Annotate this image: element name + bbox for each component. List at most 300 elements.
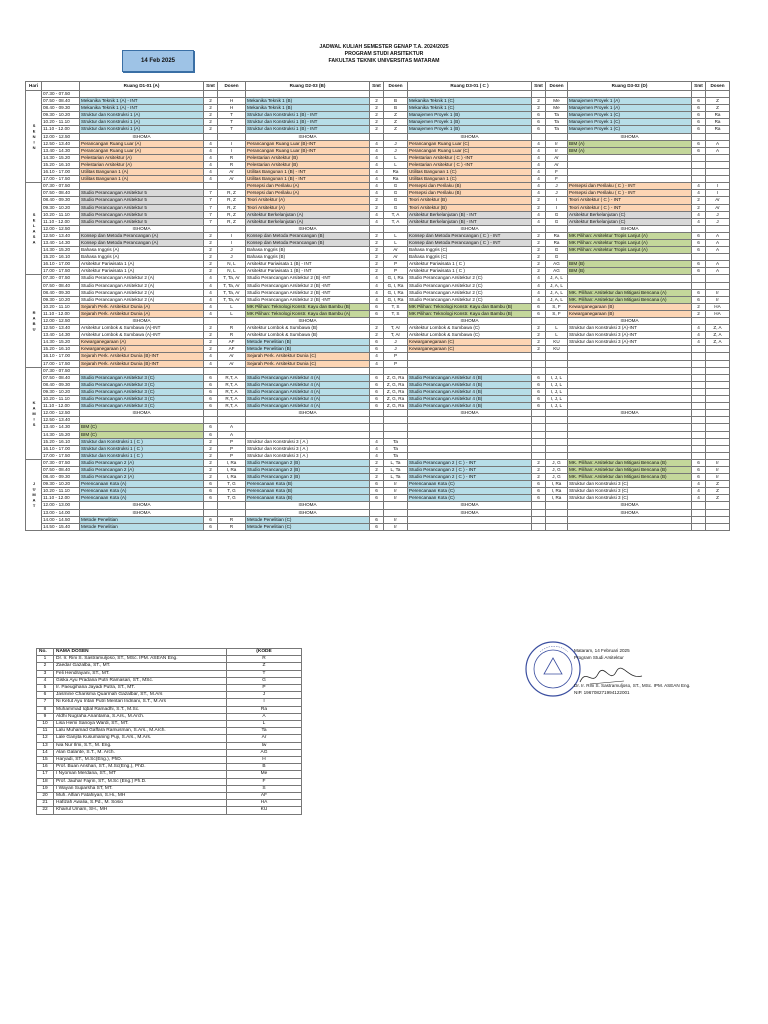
semester-cell (204, 91, 218, 98)
semester-cell (692, 346, 706, 353)
lecturer-code-cell (384, 431, 408, 438)
lecturer-col-name: NAMA DOSEN (54, 649, 227, 656)
semester-cell: 2 (370, 98, 384, 105)
lecturer-name: Lisa Hemi Sanoya Wardi, ST., MT. (54, 721, 227, 728)
course-cell: Metode Penelitian (C) (246, 516, 370, 523)
lecturer-code-cell: L (384, 239, 408, 246)
lecturer-code-cell (706, 452, 730, 459)
course-cell: Metode Penelitian (80, 516, 204, 523)
time-cell: 16.10 - 17.00 (42, 353, 80, 360)
lecturer-row (37, 656, 302, 663)
day-label: SELASA (26, 183, 42, 275)
course-cell: Arsitektur Berkelanjutan (B) - INT (408, 211, 532, 218)
semester-cell: 4 (370, 445, 384, 452)
lecturer-code-cell: T, Ta, Ar (218, 289, 246, 296)
course-cell: Struktur dan Konstruksi 1 (A) (80, 112, 204, 119)
lecturer-code-cell (706, 410, 730, 417)
semester-cell: 2 (370, 247, 384, 254)
course-cell: Pelestarian Arsitektur ( C ) -INT (408, 161, 532, 168)
lecturer-no: 21 (37, 800, 54, 807)
lecturer-code-cell: R (218, 154, 246, 161)
lecturer-code-cell: J (384, 140, 408, 147)
course-cell: Studio Perancangan Arsitektur 3 (C) (80, 381, 204, 388)
semester-cell: 4 (370, 211, 384, 218)
semester-cell (692, 225, 706, 232)
time-cell: 11.10 - 12.00 (42, 218, 80, 225)
lecturer-code-cell: Z (706, 495, 730, 502)
course-cell (408, 353, 532, 360)
course-cell: Manajemen Proyek 1 (A) (568, 105, 692, 112)
lecturer-code-cell: Ir (384, 481, 408, 488)
course-cell: Arsitektur Lombok & Sumbawa (B) (246, 325, 370, 332)
course-cell: ISHOMA (408, 502, 532, 509)
schedule-row (26, 112, 730, 119)
lecturer-code-cell: Ar (384, 247, 408, 254)
lecturer-code: Iw (227, 742, 302, 749)
course-cell (568, 396, 692, 403)
semester-cell: 2 (204, 98, 218, 105)
semester-cell (204, 225, 218, 232)
course-cell: Utilitas Bangunan 1 (A) (80, 169, 204, 176)
lecturer-name: Lale Ganjita Kusumaning Puji, S.Ars., M.Ars. (54, 735, 227, 742)
lecturer-code: Z (227, 663, 302, 670)
time-cell: 15.20 - 16.10 (42, 254, 80, 261)
course-cell: ISHOMA (408, 133, 532, 140)
col-smt: Smt (204, 82, 218, 91)
semester-cell: 6 (692, 98, 706, 105)
course-cell (568, 91, 692, 98)
semester-cell: 2 (532, 254, 546, 261)
sign-place-date: Mataram, 14 Februari 2025 (574, 648, 630, 653)
semester-cell (532, 516, 546, 523)
time-cell: 09.30 - 10.20 (42, 112, 80, 119)
col-dosen: Dosen (546, 82, 568, 91)
lecturer-code-cell (706, 523, 730, 530)
lecturer-code-cell: T, Ar (384, 332, 408, 339)
lecturer-row (37, 764, 302, 771)
lecturer-code-cell: J, A, L (546, 296, 568, 303)
lecturer-code-cell: J (384, 147, 408, 154)
lecturer-code-cell: I, J, L (546, 381, 568, 388)
lecturer-code-cell: T, G (218, 481, 246, 488)
course-cell: Struktur dan Konstruksi 3 (C) (568, 488, 692, 495)
semester-cell: 4 (204, 282, 218, 289)
time-cell: 13.40 - 14.30 (42, 424, 80, 431)
semester-cell: 4 (370, 452, 384, 459)
lecturer-code-cell: Ar (546, 161, 568, 168)
lecturer-code-cell: I (546, 204, 568, 211)
semester-cell: 4 (692, 332, 706, 339)
semester-cell: 6 (532, 381, 546, 388)
time-cell: 14.30 - 15.20 (42, 247, 80, 254)
course-cell (568, 424, 692, 431)
lecturer-code-cell (706, 502, 730, 509)
lecturer-code-cell: Ra (706, 119, 730, 126)
lecturer-no: 10 (37, 721, 54, 728)
semester-cell (204, 502, 218, 509)
course-cell: Studio Perancangan Arsitektur 2 (C) (408, 289, 532, 296)
schedule-header (0, 44, 768, 65)
signature-block (574, 648, 690, 696)
course-cell: ISHOMA (80, 225, 204, 232)
course-cell: Studio Perancangan Arsitektur 4 (A) (246, 374, 370, 381)
schedule-row (26, 346, 730, 353)
schedule-row (26, 190, 730, 197)
semester-cell: 6 (204, 381, 218, 388)
lecturer-code-cell: Ar (384, 254, 408, 261)
schedule-row (26, 289, 730, 296)
time-cell: 07.30 - 07.50 (42, 91, 80, 98)
course-cell: Arsitektur Lombok & Sumbawa (A)-INT (80, 332, 204, 339)
lecturer-code-cell: Ir (546, 140, 568, 147)
semester-cell: 4 (204, 169, 218, 176)
schedule-row (26, 140, 730, 147)
semester-cell (370, 225, 384, 232)
course-cell: ISHOMA (80, 318, 204, 325)
schedule-row (26, 197, 730, 204)
course-cell: Arsitektur Pariwisata 1 (B) - INT (246, 268, 370, 275)
course-cell: Bahasa Inggris (C) (408, 247, 532, 254)
lecturer-code-cell: J, A, L (546, 289, 568, 296)
course-cell (246, 367, 370, 374)
course-cell: Sejarah Perk. Arsitektur Dunia (A) (80, 310, 204, 317)
lecturer-code-cell (546, 91, 568, 98)
lecturer-col-no: No. (37, 649, 54, 656)
lecturer-code-cell: G, I, Ra (384, 296, 408, 303)
lecturer-code-cell: R (218, 516, 246, 523)
course-cell: Konsep dan Metoda Perancangan (B) (246, 239, 370, 246)
sign-name: Dr. Ir. Rini S. Sastramuljoso, ST., MSc. IPM. ASEAN Eng. (574, 683, 691, 688)
schedule-row (26, 225, 730, 232)
semester-cell: 6 (370, 303, 384, 310)
lecturer-code-cell (218, 91, 246, 98)
lecturer-code-cell (706, 176, 730, 183)
semester-cell: 4 (370, 218, 384, 225)
lecturer-code-cell: F (546, 169, 568, 176)
semester-cell: 6 (370, 403, 384, 410)
semester-cell: 4 (204, 360, 218, 367)
lecturer-code-cell: Ir (706, 474, 730, 481)
lecturer-no: 3 (37, 670, 54, 677)
lecturer-code-cell: Ra (546, 232, 568, 239)
schedule-row (26, 495, 730, 502)
course-cell: MK. Pilihan: Arsitektur dan Mitigasi Bencana (A) (568, 289, 692, 296)
time-cell: 17.00 - 17.50 (42, 176, 80, 183)
schedule-row (26, 466, 730, 473)
lecturer-code-cell: Ir (706, 459, 730, 466)
semester-cell: 4 (370, 289, 384, 296)
course-cell: Arsitektur Lombok & Sumbawa (C) (408, 332, 532, 339)
course-cell: Studio Perancangan Arsitektur 4 (B) (408, 374, 532, 381)
semester-cell: 4 (692, 481, 706, 488)
semester-cell: 4 (692, 190, 706, 197)
lecturer-code-cell: A (706, 147, 730, 154)
lecturer-code-cell: Ta (546, 112, 568, 119)
semester-cell: 2 (532, 332, 546, 339)
lecturer-code-cell: Ir (706, 466, 730, 473)
lecturer-code-cell: G (546, 211, 568, 218)
time-cell: 13.40 - 14.30 (42, 332, 80, 339)
course-cell: ISHOMA (246, 410, 370, 417)
semester-cell: 4 (370, 360, 384, 367)
course-cell (568, 438, 692, 445)
lecturer-code-cell: A (706, 239, 730, 246)
lecturer-code-cell: HA (706, 310, 730, 317)
semester-cell: 2 (204, 268, 218, 275)
lecturer-code-cell: L, Ta (384, 474, 408, 481)
lecturer-code-cell: P (384, 353, 408, 360)
course-cell: Kewarganegaraan (B) (568, 303, 692, 310)
lecturer-name: Iwa Nur Ilmi, S.T., M. Eng. (54, 742, 227, 749)
semester-cell: 4 (370, 190, 384, 197)
semester-cell: 6 (370, 374, 384, 381)
lecturer-code-cell: N, L (218, 261, 246, 268)
time-cell: 14.50 - 15.40 (42, 523, 80, 530)
semester-cell: 6 (370, 310, 384, 317)
course-cell: MK Pilihan: Arsitektur Tropis Lanjut (A) (568, 247, 692, 254)
lecturer-code-cell (546, 410, 568, 417)
lecturer-table (36, 648, 302, 815)
course-cell: Perencanaan Kota (C) (408, 495, 532, 502)
schedule-row (26, 105, 730, 112)
course-cell: Perencanaan Kota (C) (408, 488, 532, 495)
lecturer-code-cell: Z, G, Ra (384, 374, 408, 381)
schedule-row (26, 502, 730, 509)
semester-cell (532, 367, 546, 374)
lecturer-row (37, 757, 302, 764)
semester-cell: 2 (204, 239, 218, 246)
semester-cell: 2 (204, 332, 218, 339)
semester-cell: 4 (204, 147, 218, 154)
course-cell: Konsep dan Metoda Perancangan ( C ) - INT (408, 239, 532, 246)
schedule-row (26, 424, 730, 431)
lecturer-code-cell: G, I, Ra (384, 282, 408, 289)
schedule-row (26, 509, 730, 516)
lecturer-code-cell (384, 318, 408, 325)
course-cell: ISHOMA (246, 502, 370, 509)
course-cell: Manajemen Proyek 1 (B) (408, 112, 532, 119)
semester-cell: 6 (370, 339, 384, 346)
semester-cell: 6 (204, 403, 218, 410)
semester-cell: 6 (370, 388, 384, 395)
course-cell: ISHOMA (568, 225, 692, 232)
course-cell: Bahasa Inggris (B) (246, 254, 370, 261)
lecturer-code-cell: I, Ra (218, 466, 246, 473)
schedule-row (26, 204, 730, 211)
semester-cell: 2 (370, 239, 384, 246)
lecturer-code: S (227, 785, 302, 792)
semester-cell (204, 509, 218, 516)
lecturer-no: 14 (37, 749, 54, 756)
course-cell: Metode Penelitian (80, 523, 204, 530)
course-cell (80, 183, 204, 190)
semester-cell: 2 (204, 466, 218, 473)
semester-cell (204, 367, 218, 374)
semester-cell: 4 (204, 310, 218, 317)
lecturer-code-cell: Ta (384, 438, 408, 445)
semester-cell: 4 (204, 161, 218, 168)
course-cell: Studio Perancangan Arsitektur 2 (A) (80, 289, 204, 296)
semester-cell: 4 (692, 488, 706, 495)
course-cell: Studio Perancangan Arsitektur 5 (80, 197, 204, 204)
lecturer-code-cell: A (218, 424, 246, 431)
course-cell: Studio Perancangan 2 (A) (80, 459, 204, 466)
course-cell: ISHOMA (568, 502, 692, 509)
lecturer-code-cell (218, 183, 246, 190)
lecturer-name: Aldhi Nugraha Anantama, S.Ars., M.Arch. (54, 713, 227, 720)
lecturer-code: J (227, 692, 302, 699)
course-cell: Sejarah Perk. Arsitektur Dunia (B)-INT (80, 353, 204, 360)
semester-cell: 6 (370, 495, 384, 502)
lecturer-col-code: (KODE (227, 649, 302, 656)
course-cell: ISHOMA (408, 509, 532, 516)
schedule-row (26, 211, 730, 218)
lecturer-code-cell: N, L (218, 268, 246, 275)
course-cell: BIM (B) (568, 268, 692, 275)
lecturer-code-cell (384, 502, 408, 509)
course-cell: Struktur dan Konstruksi 3 (A)-INT (568, 332, 692, 339)
course-cell: Studio Perancangan Arsitektur 2 (C) (408, 282, 532, 289)
semester-cell: 2 (370, 325, 384, 332)
course-cell: ISHOMA (568, 133, 692, 140)
lecturer-name: Ir. Paeugihana Jayadi Putra, ST., MT. (54, 685, 227, 692)
course-cell: Studio Perancangan 2 (B) (246, 459, 370, 466)
semester-cell: 2 (532, 239, 546, 246)
course-cell (408, 523, 532, 530)
course-cell: Studio Perancangan 2 (B) (246, 466, 370, 473)
lecturer-code-cell (706, 374, 730, 381)
lecturer-code-cell (706, 275, 730, 282)
course-cell: Teori Arsitektur ( C ) - INT (568, 197, 692, 204)
course-cell (568, 431, 692, 438)
schedule-row (26, 126, 730, 133)
course-cell: Studio Perancangan Arsitektur 2 (A) (80, 296, 204, 303)
semester-cell: 6 (692, 289, 706, 296)
lecturer-code-cell: T, G (218, 495, 246, 502)
lecturer-code-cell: G (546, 247, 568, 254)
lecturer-row (37, 721, 302, 728)
time-cell: 11.10 - 12.00 (42, 495, 80, 502)
sign-nip: NIP. 196708271994122001 (574, 689, 630, 695)
schedule-row (26, 133, 730, 140)
semester-cell: 7 (204, 190, 218, 197)
course-cell: Teori Arsitektur (B) (408, 204, 532, 211)
semester-cell (532, 410, 546, 417)
semester-cell (692, 161, 706, 168)
semester-cell: 2 (370, 268, 384, 275)
course-cell: Studio Perancangan Arsitektur 2 (B) -INT (246, 289, 370, 296)
course-cell: Studio Perancangan 2 (A) (80, 466, 204, 473)
course-cell: Pelestarian Arsitektur (B) (246, 161, 370, 168)
semester-cell (692, 438, 706, 445)
course-cell: MK. Pilihan: Arsitektur dan Mitigasi Bencana (B) (568, 474, 692, 481)
course-cell: Studio Perancangan Arsitektur 5 (80, 211, 204, 218)
schedule-row (26, 282, 730, 289)
course-cell: MK. Pilihan: Arsitektur dan Mitigasi Bencana (B) (568, 466, 692, 473)
semester-cell (370, 424, 384, 431)
semester-cell: 6 (204, 495, 218, 502)
lecturer-code-cell (706, 438, 730, 445)
time-cell: 17.00 - 17.50 (42, 268, 80, 275)
lecturer-code-cell (546, 367, 568, 374)
course-cell: Metode Penelitian (B) (246, 346, 370, 353)
time-cell: 07.30 - 07.50 (42, 459, 80, 466)
semester-cell: 4 (532, 296, 546, 303)
course-cell: Konsep dan Metoda Perancangan ( C ) - INT (408, 232, 532, 239)
lecturer-code-cell (384, 225, 408, 232)
semester-cell: 4 (532, 161, 546, 168)
semester-cell (532, 424, 546, 431)
time-cell: 07.50 - 08.40 (42, 190, 80, 197)
lecturer-code-cell: A (706, 232, 730, 239)
course-cell: Perancangan Ruang Luar (B)-INT (246, 147, 370, 154)
course-cell (568, 169, 692, 176)
lecturer-code-cell: R, Z (218, 204, 246, 211)
semester-cell (692, 424, 706, 431)
lecturer-code-cell: A (706, 140, 730, 147)
course-cell: BIM (A) (568, 140, 692, 147)
semester-cell: 2 (204, 474, 218, 481)
semester-cell: 6 (692, 126, 706, 133)
lecturer-code: L (227, 721, 302, 728)
schedule-row (26, 268, 730, 275)
lecturer-code-cell: T, Ar (384, 325, 408, 332)
course-cell: Struktur dan Konstruksi 3 ( A ) (246, 438, 370, 445)
lecturer-no: 11 (37, 728, 54, 735)
course-cell: Arsitektur Berkelanjutan (A) (246, 211, 370, 218)
lecturer-code-cell: Ra (706, 126, 730, 133)
lecturer-code-cell (384, 417, 408, 424)
lecturer-code-cell: Z, G, Ra (384, 396, 408, 403)
course-cell: Sejarah Perk. Arsitektur Dunia (A) (80, 303, 204, 310)
course-cell: Persepsi dan Perilaku (A) (246, 190, 370, 197)
schedule-header-row (26, 82, 730, 91)
course-cell: Sejarah Perk. Arsitektur Dunia (C) (246, 353, 370, 360)
semester-cell: 2 (204, 232, 218, 239)
course-cell: Teori Arsitektur (B) (408, 197, 532, 204)
semester-cell (370, 91, 384, 98)
course-cell: Struktur dan Konstruksi 3 ( A ) (246, 452, 370, 459)
lecturer-code-cell (546, 509, 568, 516)
time-cell: 15.20 - 16.10 (42, 438, 80, 445)
course-cell: Persepsi dan Perilaku (A) (246, 183, 370, 190)
semester-cell (692, 374, 706, 381)
course-cell (568, 282, 692, 289)
course-cell: Pelestarian Arsitektur (A) (80, 161, 204, 168)
lecturer-code: AF (227, 793, 302, 800)
course-cell: Studio Perancangan Arsitektur 2 (C) (408, 296, 532, 303)
semester-cell: 2 (204, 119, 218, 126)
header-line-1: JADWAL KULIAH SEMESTER GENAP T.A. 2024/2025 (319, 44, 449, 50)
lecturer-code-cell (706, 388, 730, 395)
schedule-row (26, 318, 730, 325)
course-cell: Struktur dan Konstruksi 1 (B) - INT (246, 112, 370, 119)
lecturer-code-cell (706, 509, 730, 516)
lecturer-code-cell: R,T, A (218, 388, 246, 395)
lecturer-name: Feli Hendrayani, ST., MT. (54, 670, 227, 677)
schedule-row (26, 183, 730, 190)
course-cell: Struktur dan Konstruksi 3 (A)-INT (568, 325, 692, 332)
semester-cell: 6 (370, 396, 384, 403)
lecturer-code-cell: G (384, 197, 408, 204)
lecturer-name: Khairul Umam, SH., MH (54, 807, 227, 814)
time-cell: 12.50 - 13.40 (42, 417, 80, 424)
course-cell: Mekanika Teknik 1 (C) (408, 98, 532, 105)
time-cell: 17.00 - 17.50 (42, 452, 80, 459)
semester-cell (532, 318, 546, 325)
semester-cell: 6 (692, 105, 706, 112)
lecturer-code-cell: Ar (546, 154, 568, 161)
